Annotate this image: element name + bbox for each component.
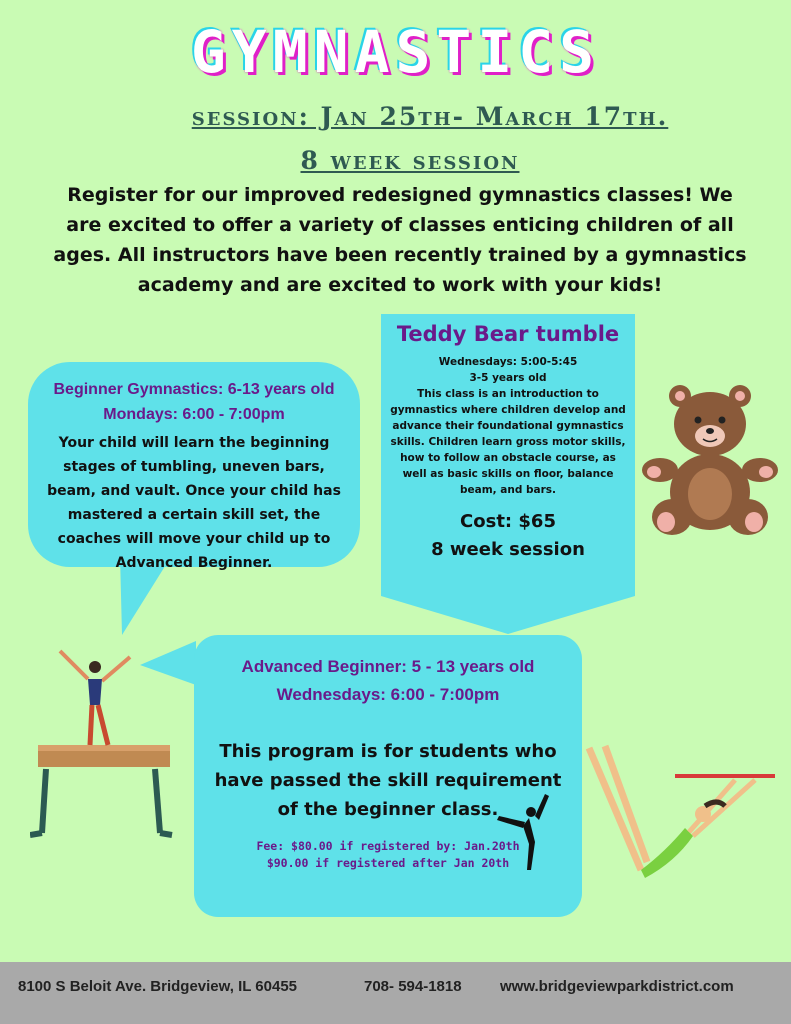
session-length: 8 week session — [300, 146, 520, 175]
beginner-class-card — [28, 362, 360, 571]
teddy-session: 8 week session — [431, 539, 585, 560]
footer-bar — [0, 962, 791, 1024]
balance-beam-gymnast-icon — [30, 645, 175, 840]
advanced-beginner-card — [194, 635, 582, 917]
teddy-cost: Cost: $65 — [460, 511, 556, 532]
bar-gymnast-icon — [585, 740, 780, 885]
session-dates: session: Jan 25th- March 17th. — [191, 102, 669, 131]
teddy-ages: 3-5 years old — [469, 372, 547, 384]
advanced-title: Advanced Beginner: 5 - 13 years old — [241, 657, 535, 676]
beginner-time: Mondays: 6:00 - 7:00pm — [103, 406, 285, 423]
footer-address: 8100 S Beloit Ave. Bridgeview, IL 60455 — [18, 978, 298, 995]
footer-phone: 708- 594-1818 — [364, 978, 462, 995]
beginner-title: Beginner Gymnastics: 6-13 years old — [53, 381, 335, 398]
teddy-time: Wednesdays: 5:00-5:45 — [438, 356, 578, 368]
dancer-silhouette-icon — [495, 792, 555, 872]
page-title: GYMNASTICS — [190, 18, 601, 86]
teddy-description: This class is an introduction to gymnastics where children develop and advance their foundational gymnastics skills. Children learn gross motor skills, how to follow an obstacle course, as well as basic skills on floor, balance beam, and bars. — [390, 388, 626, 496]
advanced-fee-late: $90.00 if registered after Jan 20th — [266, 856, 510, 870]
footer-website-link[interactable]: www.bridgeviewparkdistrict.com — [500, 978, 734, 995]
teddy-title: Teddy Bear tumble — [396, 322, 620, 346]
teddy-bear-tumble-card — [381, 314, 635, 596]
intro-text: Register for our improved redesigned gymnastics classes! We are excited to offer a variety of classes enticing children of all ages. All instructors have been recently trained by a gymnastics academy and are excited to work with your kids! — [53, 184, 747, 296]
advanced-fee-early: Fee: $80.00 if registered by: Jan.20th — [256, 839, 520, 853]
advanced-time: Wednesdays: 6:00 - 7:00pm — [276, 685, 500, 704]
teddy-bear-icon — [640, 382, 780, 542]
beginner-description: Your child will learn the beginning stages of tumbling, uneven bars, beam, and vault. Once your child has mastered a certain skill set, the coaches will move your child up to Advanced Beginner. — [47, 435, 341, 571]
advanced-description: This program is for students who have passed the skill requirement of the beginner class. — [214, 741, 562, 820]
